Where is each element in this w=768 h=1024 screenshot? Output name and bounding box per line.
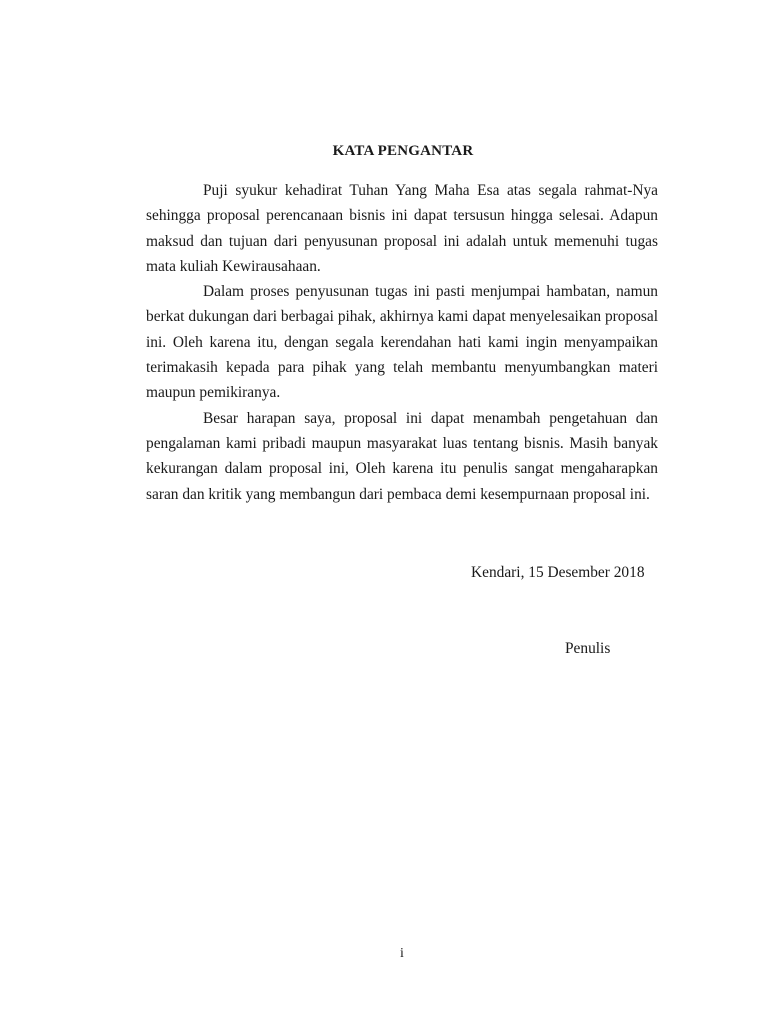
place-date: Kendari, 15 Desember 2018 (471, 564, 645, 581)
page-title: KATA PENGANTAR (332, 143, 474, 159)
paragraph-1: Puji syukur kehadirat Tuhan Yang Maha Esa atas segala rahmat-Nya sehingga proposal perencanaan bisnis ini dapat tersusun hingga selesai. Adapun maksud dan tujuan dari penyusunan proposal ini adalah untuk memenuhi tugas mata kuliah Kewirausahaan. (146, 182, 658, 275)
author-signature: Penulis (565, 640, 611, 657)
paragraph-3: Besar harapan saya, proposal ini dapat menambah pengetahuan dan pengalaman kami pribadi maupun masyarakat luas tentang bisnis. Masih banyak kekurangan dalam proposal ini, Oleh karena itu penulis sangat mengaharapkan saran dan kritik yang membangun dari pembaca demi kesempurnaan proposal ini. (146, 409, 658, 503)
document-body (146, 178, 658, 507)
page-number: i (400, 946, 404, 961)
paragraph-2: Dalam proses penyusunan tugas ini pasti menjumpai hambatan, namun berkat dukungan dari berbagai pihak, akhirnya kami dapat menyelesaikan proposal ini. Oleh karena itu, dengan segala kerendahan hati kami ingin menyampaikan terimakasih kepada para pihak yang telah membantu menyumbangkan materi maupun pemikiranya. (146, 283, 658, 402)
